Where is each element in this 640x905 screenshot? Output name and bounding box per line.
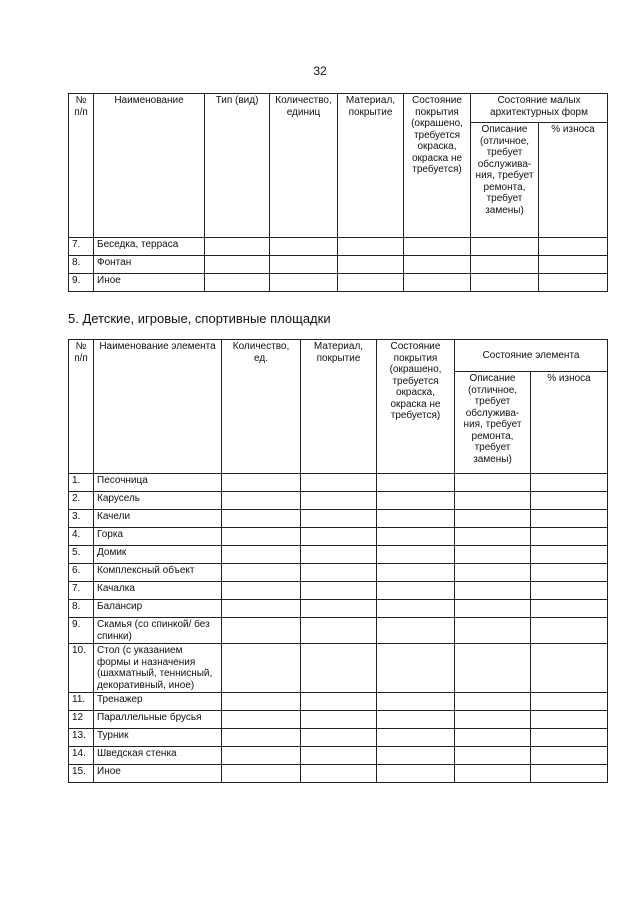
empty-cell (377, 510, 455, 528)
empty-cell (455, 711, 531, 729)
col-header-material: Материал, покрытие (338, 94, 404, 238)
small-architectural-forms-table (68, 93, 608, 292)
row-number: 6. (69, 564, 94, 582)
empty-cell (531, 729, 608, 747)
empty-cell (301, 510, 377, 528)
row-name: Балансир (94, 600, 222, 618)
row-number: 3. (69, 510, 94, 528)
row-name: Иное (94, 765, 222, 783)
empty-cell (222, 564, 301, 582)
empty-cell (301, 765, 377, 783)
empty-cell (531, 711, 608, 729)
empty-cell (222, 644, 301, 693)
row-name: Карусель (94, 492, 222, 510)
empty-cell (455, 693, 531, 711)
empty-cell (404, 238, 471, 256)
empty-cell (270, 274, 338, 292)
table-row (69, 510, 608, 528)
empty-cell (455, 546, 531, 564)
empty-cell (455, 582, 531, 600)
row-name: Качели (94, 510, 222, 528)
col-header-coating: Состояние покрытия (окрашено, требуется окраска, окраска не требуется) (404, 94, 471, 238)
empty-cell (377, 644, 455, 693)
row-number: 8. (69, 600, 94, 618)
col-header-wear: % износа (539, 123, 608, 238)
empty-cell (301, 711, 377, 729)
empty-cell (455, 729, 531, 747)
empty-cell (222, 729, 301, 747)
empty-cell (531, 492, 608, 510)
empty-cell (301, 546, 377, 564)
empty-cell (531, 564, 608, 582)
empty-cell (531, 600, 608, 618)
table-row (69, 492, 608, 510)
row-number: 5. (69, 546, 94, 564)
table-row (69, 274, 608, 292)
table-row (69, 711, 608, 729)
empty-cell (222, 618, 301, 644)
row-name: Скамья (со спинкой/ без спинки) (94, 618, 222, 644)
empty-cell (531, 546, 608, 564)
empty-cell (531, 618, 608, 644)
table-header-row (69, 94, 608, 123)
empty-cell (301, 492, 377, 510)
row-number: 1. (69, 474, 94, 492)
empty-cell (301, 528, 377, 546)
empty-cell (455, 600, 531, 618)
row-name: Стол (с указанием формы и назначения (шахматный, теннисный, декоративный, иное) (94, 644, 222, 693)
table-row (69, 644, 608, 693)
empty-cell (471, 256, 539, 274)
table-row (69, 546, 608, 564)
table-row (69, 582, 608, 600)
empty-cell (301, 693, 377, 711)
empty-cell (531, 693, 608, 711)
empty-cell (270, 238, 338, 256)
empty-cell (338, 256, 404, 274)
row-number: 14. (69, 747, 94, 765)
empty-cell (531, 747, 608, 765)
empty-cell (301, 474, 377, 492)
empty-cell (222, 528, 301, 546)
empty-cell (301, 618, 377, 644)
empty-cell (377, 474, 455, 492)
row-name: Горка (94, 528, 222, 546)
page-number: 32 (313, 64, 327, 78)
empty-cell (531, 765, 608, 783)
row-number: 7. (69, 238, 94, 256)
empty-cell (377, 582, 455, 600)
empty-cell (455, 474, 531, 492)
row-number: 7. (69, 582, 94, 600)
empty-cell (222, 546, 301, 564)
col-header-group: Состояние элемента (455, 340, 608, 372)
table-row (69, 693, 608, 711)
col-header-quantity: Количество, ед. (222, 340, 301, 474)
row-name: Домик (94, 546, 222, 564)
empty-cell (531, 510, 608, 528)
empty-cell (404, 256, 471, 274)
row-number: 15. (69, 765, 94, 783)
row-number: 4. (69, 528, 94, 546)
row-name: Турник (94, 729, 222, 747)
table-row (69, 528, 608, 546)
table-row (69, 747, 608, 765)
empty-cell (377, 618, 455, 644)
row-name: Тренажер (94, 693, 222, 711)
empty-cell (455, 618, 531, 644)
row-number: 12 (69, 711, 94, 729)
col-header-group: Состояние малых архитектурных форм (471, 94, 608, 123)
empty-cell (270, 256, 338, 274)
row-number: 8. (69, 256, 94, 274)
row-number: 11. (69, 693, 94, 711)
empty-cell (222, 747, 301, 765)
col-header-num: № п/п (69, 340, 94, 474)
empty-cell (222, 693, 301, 711)
col-header-wear: % износа (531, 372, 608, 474)
empty-cell (377, 693, 455, 711)
section-title: 5. Детские, игровые, спортивные площадки (68, 311, 331, 326)
table-row (69, 564, 608, 582)
row-name: Шведская стенка (94, 747, 222, 765)
empty-cell (539, 238, 608, 256)
row-number: 2. (69, 492, 94, 510)
empty-cell (222, 765, 301, 783)
empty-cell (377, 546, 455, 564)
empty-cell (301, 582, 377, 600)
col-header-quantity: Количество, единиц (270, 94, 338, 238)
col-header-coating: Состояние покрытия (окрашено, требуется окраска, окраска не требуется) (377, 340, 455, 474)
empty-cell (455, 492, 531, 510)
table-row (69, 765, 608, 783)
empty-cell (377, 492, 455, 510)
empty-cell (377, 564, 455, 582)
empty-cell (205, 256, 270, 274)
row-name: Фонтан (94, 256, 205, 274)
table-row (69, 238, 608, 256)
empty-cell (531, 644, 608, 693)
col-header-name: Наименование (94, 94, 205, 238)
empty-cell (471, 238, 539, 256)
empty-cell (531, 582, 608, 600)
empty-cell (377, 765, 455, 783)
empty-cell (205, 238, 270, 256)
empty-cell (338, 274, 404, 292)
row-name: Песочница (94, 474, 222, 492)
row-name: Комплексный объект (94, 564, 222, 582)
table-row (69, 729, 608, 747)
row-number: 9. (69, 618, 94, 644)
col-header-num: № п/п (69, 94, 94, 238)
row-number: 9. (69, 274, 94, 292)
empty-cell (539, 274, 608, 292)
empty-cell (377, 600, 455, 618)
empty-cell (301, 729, 377, 747)
col-header-description: Описание (отличное, требует обслужива-ния, требует ремонта, требует замены) (471, 123, 539, 238)
empty-cell (455, 747, 531, 765)
empty-cell (205, 274, 270, 292)
empty-cell (222, 582, 301, 600)
table-row (69, 618, 608, 644)
empty-cell (301, 747, 377, 765)
playgrounds-table (68, 339, 608, 783)
empty-cell (539, 256, 608, 274)
row-name: Параллельные брусья (94, 711, 222, 729)
empty-cell (301, 564, 377, 582)
col-header-name: Наименование элемента (94, 340, 222, 474)
empty-cell (455, 510, 531, 528)
empty-cell (471, 274, 539, 292)
empty-cell (455, 564, 531, 582)
empty-cell (222, 510, 301, 528)
col-header-material: Материал, покрытие (301, 340, 377, 474)
row-name: Беседка, терраса (94, 238, 205, 256)
col-header-description: Описание (отличное, требует обслужива-ния, требует ремонта, требует замены) (455, 372, 531, 474)
empty-cell (404, 274, 471, 292)
empty-cell (301, 644, 377, 693)
empty-cell (222, 711, 301, 729)
empty-cell (377, 711, 455, 729)
table-row (69, 256, 608, 274)
table-header-row (69, 340, 608, 372)
empty-cell (455, 528, 531, 546)
row-name: Качалка (94, 582, 222, 600)
empty-cell (377, 528, 455, 546)
empty-cell (531, 474, 608, 492)
empty-cell (222, 600, 301, 618)
empty-cell (222, 492, 301, 510)
row-number: 13. (69, 729, 94, 747)
empty-cell (301, 600, 377, 618)
empty-cell (455, 644, 531, 693)
empty-cell (338, 238, 404, 256)
empty-cell (377, 747, 455, 765)
empty-cell (531, 528, 608, 546)
table-row (69, 474, 608, 492)
empty-cell (222, 474, 301, 492)
empty-cell (455, 765, 531, 783)
table-row (69, 600, 608, 618)
empty-cell (377, 729, 455, 747)
col-header-type: Тип (вид) (205, 94, 270, 238)
row-name: Иное (94, 274, 205, 292)
row-number: 10. (69, 644, 94, 693)
